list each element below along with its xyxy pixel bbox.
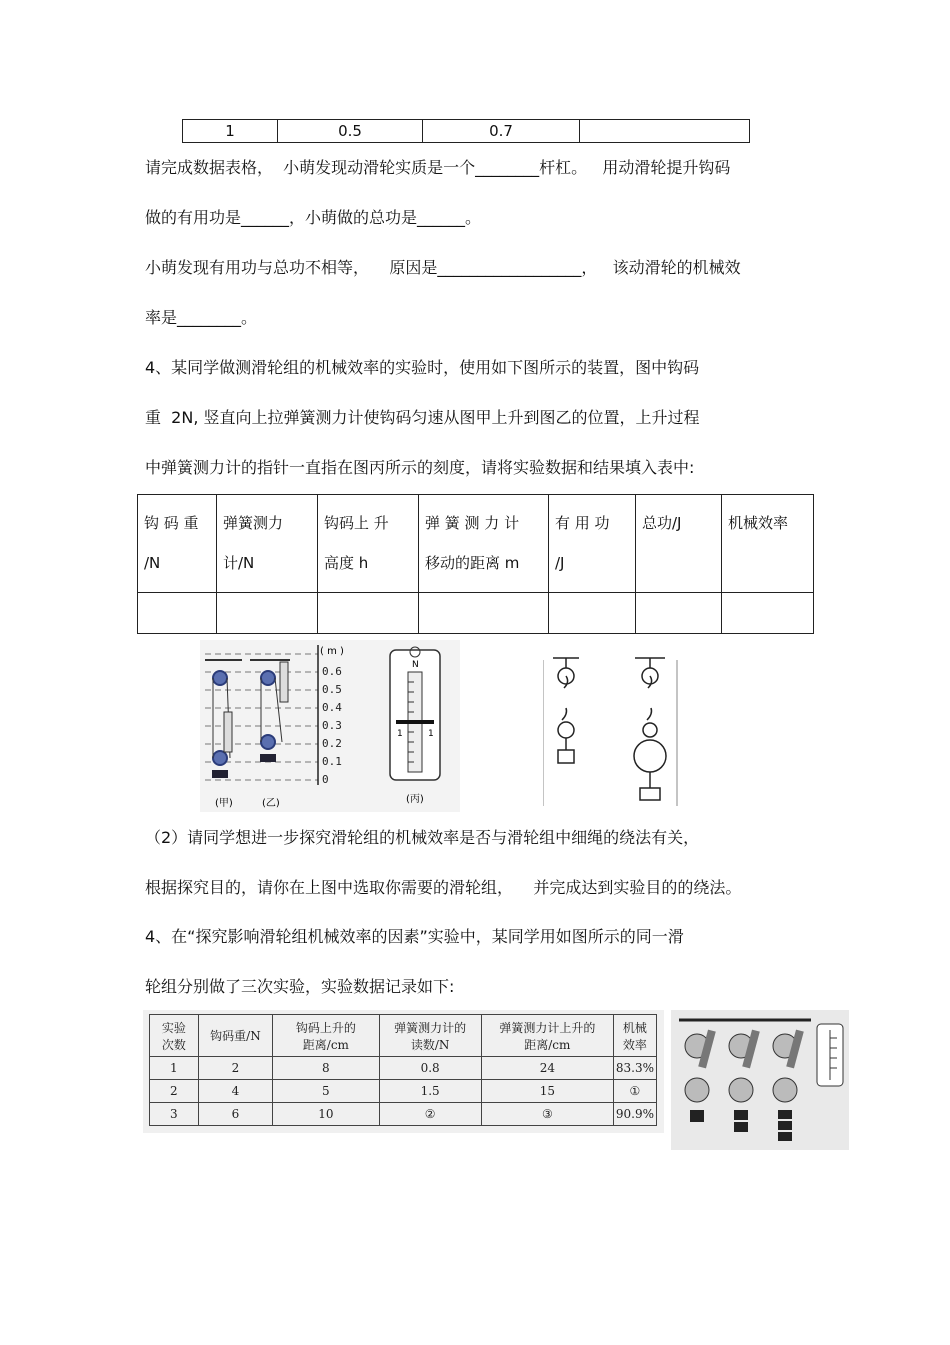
table-cell: 0.7: [423, 120, 580, 143]
table-cell: 5: [273, 1080, 379, 1103]
question-text: 做的有用功是______，小萌做的总功是______。: [145, 208, 482, 227]
question-text: 根据探究目的，请你在上图中选取你需要的滑轮组， 并完成达到实验目的的绕法。: [145, 878, 742, 897]
table-header-cell: 实验 次数: [150, 1015, 199, 1057]
table-cell: 1: [183, 120, 278, 143]
table-header-cell: 弹簧测力 计/N: [217, 495, 318, 593]
answer-cell[interactable]: [419, 593, 549, 634]
answer-cell[interactable]: [636, 593, 722, 634]
table-cell: 6: [198, 1103, 273, 1126]
table-header-cell: 弹 簧 测 力 计 移动的距离 m: [419, 495, 549, 593]
table-cell: 90.9%: [613, 1103, 656, 1126]
table-cell: ①: [613, 1080, 656, 1103]
table-cell: 1: [150, 1057, 199, 1080]
answer-table: [137, 494, 814, 634]
answer-cell[interactable]: [722, 593, 814, 634]
scale-tick-label: 0: [322, 773, 329, 786]
scale-unit-label: ( m ): [320, 646, 344, 657]
table-cell: ③: [481, 1103, 613, 1126]
table-cell: 1.5: [379, 1080, 481, 1103]
caption-bing: (丙): [406, 794, 424, 805]
table-cell: 0.8: [379, 1057, 481, 1080]
table-header-cell: 弹簧测力计的 读数/N: [379, 1015, 481, 1057]
table-cell: 83.3%: [613, 1057, 656, 1080]
question-text: 重 2N, 竖直向上拉弹簧测力计使钩码匀速从图甲上升到图乙的位置，上升过程: [145, 408, 700, 427]
experiment-data-table: [149, 1014, 657, 1126]
scale-tick-label: 0.2: [322, 737, 342, 750]
table-cell: 10: [273, 1103, 379, 1126]
table-cell: [580, 120, 750, 143]
table-cell: 2: [150, 1080, 199, 1103]
table-cell: 4: [198, 1080, 273, 1103]
scale-tick-label: 0.6: [322, 665, 342, 678]
pulley-photo-figure: [671, 1010, 849, 1150]
table-cell: 0.5: [278, 120, 423, 143]
scale-tick-label: 0.5: [322, 683, 342, 696]
table-cell: 15: [481, 1080, 613, 1103]
table-cell: 8: [273, 1057, 379, 1080]
table-cell: 2: [198, 1057, 273, 1080]
experiment-data-table-image: [143, 1010, 664, 1133]
spring-scale-icon: [817, 1024, 843, 1086]
table-cell: 24: [481, 1057, 613, 1080]
table-row: [183, 120, 750, 143]
caption-yi: (乙): [262, 798, 280, 809]
table-row: [150, 1103, 657, 1126]
caption-jia: (甲): [215, 798, 233, 809]
table-row: [138, 593, 814, 634]
answer-cell[interactable]: [138, 593, 217, 634]
question-text: 4、某同学做测滑轮组的机械效率的实验时，使用如下图所示的装置，图中钩码: [145, 358, 700, 377]
table-header-cell: 弹簧测力计上升的 距离/cm: [481, 1015, 613, 1057]
table-header-row: [150, 1015, 657, 1057]
table-header-cell: 有 用 功 /J: [549, 495, 636, 593]
spring-scale-bing-icon: [390, 647, 440, 780]
answer-cell[interactable]: [318, 593, 419, 634]
meter-mark-label: 1: [397, 729, 403, 739]
table-header-cell: 钩码重/N: [198, 1015, 273, 1057]
question-text: 轮组分别做了三次实验，实验数据记录如下:: [145, 977, 455, 996]
table-header-row: [138, 495, 814, 593]
table-header-cell: 总功/J: [636, 495, 722, 593]
table-row: [150, 1057, 657, 1080]
answer-cell[interactable]: [549, 593, 636, 634]
question-text: （2）请同学想进一步探究滑轮组的机械效率是否与滑轮组中细绳的绕法有关，: [145, 828, 700, 847]
table-header-cell: 机械效率: [722, 495, 814, 593]
scale-tick-label: 0.3: [322, 719, 342, 732]
question-text: 率是________。: [145, 308, 258, 327]
unwound-pulley-figure: [543, 650, 678, 808]
question-text: 请完成数据表格， 小萌发现动滑轮实质是一个________杆杠。 用动滑轮提升钩码: [145, 158, 731, 177]
meter-mark-label: 1: [428, 729, 434, 739]
previous-data-table: [182, 119, 750, 143]
table-cell: 3: [150, 1103, 199, 1126]
table-header-cell: 钩 码 重 /N: [138, 495, 217, 593]
question-text: 中弹簧测力计的指针一直指在图丙所示的刻度，请将实验数据和结果填入表中:: [145, 458, 695, 477]
scale-tick-label: 0.1: [322, 755, 342, 768]
scale-tick-label: 0.4: [322, 701, 342, 714]
table-cell: ②: [379, 1103, 481, 1126]
table-row: [150, 1080, 657, 1103]
table-header-cell: 钩码上升的 距离/cm: [273, 1015, 379, 1057]
question-text: 小萌发现有用功与总功不相等， 原因是__________________， 该动滑轮的机械效: [145, 258, 741, 277]
meter-unit-label: N: [412, 660, 419, 670]
table-header-cell: 机械 效率: [613, 1015, 656, 1057]
table-header-cell: 钩码上 升 高度 h: [318, 495, 419, 593]
answer-cell[interactable]: [217, 593, 318, 634]
question-text: 4、在“探究影响滑轮组机械效率的因素”实验中，某同学用如图所示的同一滑: [145, 927, 684, 946]
pulley-experiment-figure: [200, 640, 460, 812]
